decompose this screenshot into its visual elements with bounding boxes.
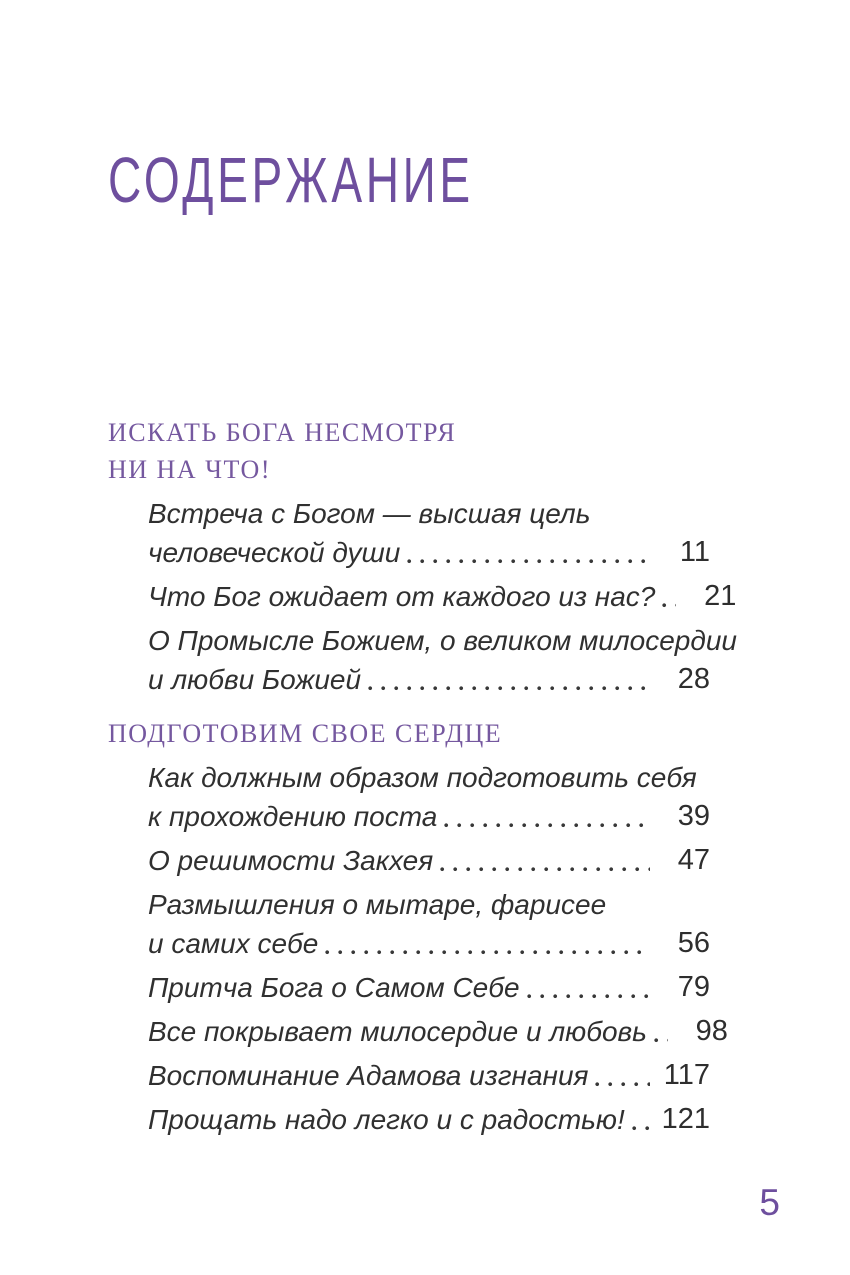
entry (148, 621, 737, 699)
entry-page-number: 121 (661, 1103, 710, 1135)
entry-page-number: 79 (677, 971, 710, 1003)
entry-last-line (148, 924, 710, 963)
dotted-leader (407, 559, 650, 564)
entry-last-line (148, 660, 710, 699)
entry-text: О решимости Закхея (148, 845, 434, 876)
entry-last-line (148, 1100, 710, 1139)
dotted-leader (325, 950, 650, 955)
entry-text: Воспоминание Адамова изгнания (148, 1060, 589, 1091)
dotted-leader (444, 823, 650, 828)
entry (148, 885, 710, 963)
entry (148, 1056, 710, 1095)
entry-line: Как должным образом подготовить себя (148, 762, 697, 793)
entry-page-number: 39 (677, 800, 710, 832)
entry-text: человеческой души (148, 537, 401, 568)
section-heading (108, 715, 710, 752)
dotted-leader (662, 603, 676, 608)
entry-last-line (148, 968, 710, 1007)
entry-page-number: 47 (677, 844, 710, 876)
dotted-leader (632, 1126, 650, 1131)
entry-page-number: 98 (695, 1015, 728, 1047)
toc-section (108, 715, 728, 1139)
entry-last-line (148, 841, 710, 880)
entry-last-line (148, 1012, 728, 1051)
entry-last-line (148, 797, 710, 836)
entry-line: Встреча с Богом — высшая цель (148, 498, 591, 529)
toc-sections (108, 414, 737, 1144)
section-heading (108, 414, 710, 488)
entry-last-line (148, 577, 737, 616)
dotted-leader (440, 867, 650, 872)
dotted-leader (595, 1082, 650, 1087)
entry (148, 841, 710, 880)
dotted-leader (527, 994, 650, 999)
entry-text: к прохождению поста (148, 801, 438, 832)
entry-text: Все покрывает милосердие и любовь (148, 1016, 647, 1047)
entry-page-number: 28 (677, 663, 710, 695)
entry (148, 494, 710, 572)
entry-text: и любви Божией (148, 664, 362, 695)
entry-text: Притча Бога о Самом Себе (148, 972, 520, 1003)
dotted-leader (368, 686, 650, 691)
dotted-leader (654, 1038, 668, 1043)
entry-text: Прощать надо легко и с радостью! (148, 1104, 625, 1135)
section-entries (108, 758, 728, 1139)
entry-page-number: 11 (679, 536, 710, 568)
entry (148, 968, 710, 1007)
folio-page-number: 5 (759, 1182, 780, 1223)
entry-page-number: 21 (704, 580, 737, 612)
page-title: СОДЕРЖАНИЕ (108, 144, 474, 216)
entry-line: О Промысле Божием, о великом милосердии (148, 625, 737, 656)
entry (148, 577, 737, 616)
section-heading-line: ИСКАТЬ БОГА НЕСМОТРЯ (108, 418, 457, 447)
entry-last-line (148, 533, 710, 572)
entry-page-number: 117 (663, 1059, 710, 1091)
section-heading-line: НИ НА ЧТО! (108, 455, 271, 484)
entry-last-line (148, 1056, 710, 1095)
entry-text: и самих себе (148, 928, 319, 959)
section-entries (108, 494, 737, 699)
entry-line: Размышления о мытаре, фарисее (148, 889, 607, 920)
entry-text: Что Бог ожидает от каждого из нас? (148, 581, 656, 612)
toc-section (108, 414, 737, 699)
entry (148, 758, 710, 836)
entry (148, 1012, 728, 1051)
section-heading-line: ПОДГОТОВИМ СВОЕ СЕРДЦЕ (108, 719, 503, 748)
entry (148, 1100, 710, 1139)
entry-page-number: 56 (677, 927, 710, 959)
